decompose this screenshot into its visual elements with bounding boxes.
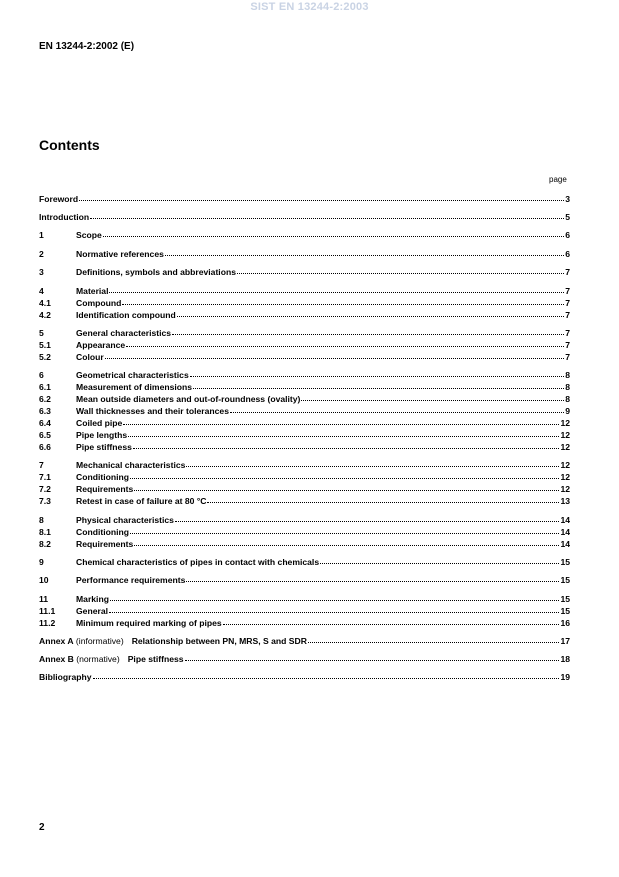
toc-entry-number: 11 — [39, 594, 49, 604]
toc-entry-number: 11.1 — [39, 606, 56, 616]
toc-entry-title — [39, 211, 89, 223]
toc-leader-dots — [165, 247, 564, 256]
toc-entry-title — [76, 369, 189, 381]
toc-entry-title-text: Material — [76, 286, 109, 296]
toc-entry-title — [76, 381, 192, 393]
toc-entry-page: 19 — [560, 672, 570, 682]
toc-leader-dots — [301, 392, 564, 401]
toc-entry[interactable] — [39, 671, 570, 683]
toc-leader-dots — [93, 670, 560, 679]
toc-entry-title — [76, 429, 127, 441]
toc-entry-number: 6 — [39, 370, 44, 380]
toc-entry-title-text: Minimum required marking of pipes — [76, 618, 222, 628]
toc-entry-title-text: Conditioning — [76, 472, 129, 482]
toc-entry-title-text: Conditioning — [76, 527, 129, 537]
toc-entry-title — [76, 471, 129, 483]
toc-entry-title-text: Measurement of dimensions — [76, 382, 193, 392]
toc-entry-page: 12 — [560, 418, 570, 428]
toc-entry-title-text: Retest in case of failure at 80 °C — [76, 496, 207, 506]
document-id: EN 13244-2:2002 (E) — [39, 41, 135, 52]
toc-entry-title-text: Normative references — [76, 249, 164, 259]
toc-entry[interactable] — [39, 635, 570, 647]
toc-entry-title — [39, 635, 307, 647]
toc-entry-page: 6 — [565, 230, 570, 240]
toc-entry-title-text: Annex A — [39, 636, 74, 646]
toc-entry-title — [76, 538, 133, 550]
toc-entry-title-text: Scope — [76, 230, 102, 240]
toc-entry-title — [76, 229, 102, 241]
toc-entry-qualifier: (normative) — [73, 654, 120, 664]
toc-entry-number: 4 — [39, 286, 44, 296]
toc-entry-page: 15 — [560, 594, 570, 604]
page-column-label: page — [549, 175, 567, 184]
toc-entry-number: 6.2 — [39, 394, 51, 404]
toc-entry[interactable] — [39, 193, 570, 205]
toc-leader-dots — [130, 525, 559, 534]
toc-entry-number: 6.4 — [39, 418, 51, 428]
toc-entry-title — [76, 309, 176, 321]
toc-entry-number: 7.1 — [39, 472, 51, 482]
toc-entry-page: 14 — [560, 539, 570, 549]
toc-entry[interactable] — [39, 495, 570, 507]
toc-entry-title-text: Compound — [76, 298, 122, 308]
toc-entry-page: 12 — [560, 442, 570, 452]
toc-entry-page: 9 — [565, 406, 570, 416]
toc-leader-dots — [90, 210, 564, 219]
toc-entry-title — [76, 593, 109, 605]
toc-entry-page: 16 — [560, 618, 570, 628]
toc-entry-title-text: Mean outside diameters and out-of-roundness (ovality) — [76, 394, 301, 404]
toc-entry-page: 18 — [560, 654, 570, 664]
toc-entry-title — [76, 297, 121, 309]
toc-leader-dots — [186, 458, 559, 467]
contents-heading: Contents — [39, 137, 100, 153]
toc-entry-qualifier: (informative) — [73, 636, 124, 646]
toc-leader-dots — [79, 192, 564, 201]
toc-leader-dots — [186, 573, 559, 582]
toc-entry-title-text: Geometrical characteristics — [76, 370, 189, 380]
toc-entry-subtitle: Pipe stiffness — [127, 654, 184, 664]
toc-entry-title — [76, 285, 108, 297]
toc-entry-number: 4.2 — [39, 310, 51, 320]
toc-entry-title-text: Annex B — [39, 654, 74, 664]
toc-leader-dots — [134, 482, 559, 491]
watermark: SIST EN 13244-2:2003 — [250, 1, 369, 13]
toc-leader-dots — [105, 350, 565, 359]
toc-leader-dots — [110, 592, 559, 601]
toc-entry-page: 14 — [560, 527, 570, 537]
toc-entry-page: 7 — [565, 328, 570, 338]
toc-entry-page: 7 — [565, 310, 570, 320]
toc-entry-page: 12 — [560, 460, 570, 470]
toc-entry[interactable] — [39, 653, 570, 665]
toc-leader-dots — [122, 296, 564, 305]
toc-entry-title-text: Foreword — [39, 194, 79, 204]
toc-entry-title-text: Bibliography — [39, 672, 92, 682]
toc-entry-title — [76, 266, 236, 278]
toc-entry-page: 12 — [560, 484, 570, 494]
toc-entry[interactable] — [39, 229, 570, 241]
toc-entry-title-text: Appearance — [76, 340, 126, 350]
toc-entry-number: 9 — [39, 557, 44, 567]
toc-entry-number: 5.2 — [39, 352, 51, 362]
toc-entry-number: 6.6 — [39, 442, 51, 452]
toc-entry-title-text: Marking — [76, 594, 109, 604]
toc-entry-number: 8 — [39, 515, 44, 525]
toc-entry-title — [76, 495, 206, 507]
toc-leader-dots — [103, 228, 564, 237]
toc-leader-dots — [134, 537, 559, 546]
toc-entry-page: 15 — [560, 575, 570, 585]
toc-entry-page: 6 — [565, 249, 570, 259]
toc-entry-title-text: Colour — [76, 352, 104, 362]
toc-entry-page: 3 — [565, 194, 570, 204]
toc-leader-dots — [177, 308, 564, 317]
toc-entry[interactable] — [39, 617, 570, 629]
toc-leader-dots — [175, 513, 560, 522]
toc-entry[interactable] — [39, 538, 570, 550]
toc-entry-title-text: Pipe stiffness — [76, 442, 132, 452]
toc-leader-dots — [185, 652, 560, 661]
toc-entry-number: 7.3 — [39, 496, 51, 506]
toc-entry-title-text: Coiled pipe — [76, 418, 123, 428]
toc-entry-page: 7 — [565, 340, 570, 350]
toc-entry-title — [39, 193, 78, 205]
toc-entry-number: 8.2 — [39, 539, 51, 549]
toc-entry-page: 5 — [565, 212, 570, 222]
toc-entry-page: 15 — [560, 606, 570, 616]
toc-entry[interactable] — [39, 441, 570, 453]
toc-entry-number: 6.1 — [39, 382, 51, 392]
toc-entry[interactable] — [39, 351, 570, 363]
toc-entry-number: 3 — [39, 267, 44, 277]
toc-entry-title — [76, 526, 129, 538]
toc-entry-page: 17 — [560, 636, 570, 646]
toc-entry-page: 14 — [560, 515, 570, 525]
toc-entry-title-text: Identification compound — [76, 310, 176, 320]
toc-entry-title — [76, 351, 104, 363]
toc-entry-number: 11.2 — [39, 618, 56, 628]
toc-entry-title-text: Performance requirements — [76, 575, 186, 585]
toc-entry-title-text: Pipe lengths — [76, 430, 128, 440]
toc-entry[interactable] — [39, 556, 570, 568]
toc-leader-dots — [207, 494, 559, 503]
toc-entry-page: 8 — [565, 370, 570, 380]
toc-entry-title-text: Mechanical characteristics — [76, 460, 186, 470]
toc-entry-title — [76, 483, 133, 495]
toc-leader-dots — [193, 380, 564, 389]
toc-entry-title — [76, 441, 132, 453]
toc-entry-title — [39, 653, 184, 665]
toc-entry-title-text: Requirements — [76, 484, 134, 494]
toc-entry-title — [76, 556, 319, 568]
toc-entry-subtitle: Relationship between PN, MRS, S and SDR — [131, 636, 307, 646]
toc-leader-dots — [237, 265, 564, 274]
toc-leader-dots — [126, 338, 564, 347]
toc-entry-title-text: Wall thicknesses and their tolerances — [76, 406, 229, 416]
toc-entry-title — [76, 417, 122, 429]
toc-entry-number: 8.1 — [39, 527, 51, 537]
toc-leader-dots — [172, 326, 564, 335]
toc-entry[interactable] — [39, 309, 570, 321]
toc-leader-dots — [123, 416, 559, 425]
toc-entry-title-text: Requirements — [76, 539, 134, 549]
toc-entry-page: 7 — [565, 286, 570, 296]
toc-entry-page: 8 — [565, 382, 570, 392]
toc-leader-dots — [308, 634, 560, 643]
toc-entry-title — [76, 574, 185, 586]
toc-entry[interactable] — [39, 248, 570, 260]
toc-entry-number: 10 — [39, 575, 49, 585]
toc-entry-title — [39, 671, 92, 683]
toc-entry-number: 5 — [39, 328, 44, 338]
toc-entry-page: 13 — [560, 496, 570, 506]
toc-entry-title-text: General — [76, 606, 109, 616]
toc-entry-page: 12 — [560, 472, 570, 482]
toc-entry-number: 5.1 — [39, 340, 51, 350]
toc-leader-dots — [190, 368, 564, 377]
toc-entry-number: 7 — [39, 460, 44, 470]
toc-entry-title-text: General characteristics — [76, 328, 172, 338]
toc-leader-dots — [230, 404, 564, 413]
toc-leader-dots — [109, 604, 559, 613]
table-of-contents — [39, 0, 570, 877]
toc-entry[interactable] — [39, 266, 570, 278]
toc-entry[interactable] — [39, 574, 570, 586]
toc-entry-number: 4.1 — [39, 298, 51, 308]
toc-leader-dots — [109, 284, 564, 293]
toc-leader-dots — [223, 616, 560, 625]
toc-entry[interactable] — [39, 211, 570, 223]
toc-entry-title-text: Definitions, symbols and abbreviations — [76, 267, 236, 277]
toc-entry-title — [76, 605, 108, 617]
toc-entry-number: 1 — [39, 230, 44, 240]
toc-entry-number: 6.5 — [39, 430, 51, 440]
toc-entry-title — [76, 248, 164, 260]
toc-entry-page: 12 — [560, 430, 570, 440]
toc-entry-number: 6.3 — [39, 406, 51, 416]
toc-leader-dots — [320, 555, 559, 564]
toc-entry-title-text: Chemical characteristics of pipes in contact with chemicals — [76, 557, 320, 567]
toc-leader-dots — [130, 470, 559, 479]
toc-entry-number: 2 — [39, 249, 44, 259]
toc-entry-title — [76, 617, 222, 629]
page-number: 2 — [39, 822, 45, 833]
toc-entry-title-text: Physical characteristics — [76, 515, 174, 525]
toc-leader-dots — [133, 440, 560, 449]
toc-entry-page: 7 — [565, 267, 570, 277]
toc-entry-page: 7 — [565, 352, 570, 362]
toc-entry-page: 7 — [565, 298, 570, 308]
toc-entry-number: 7.2 — [39, 484, 51, 494]
toc-leader-dots — [128, 428, 559, 437]
toc-entry-page: 15 — [560, 557, 570, 567]
toc-entry-title-text: Introduction — [39, 212, 90, 222]
toc-entry-page: 8 — [565, 394, 570, 404]
